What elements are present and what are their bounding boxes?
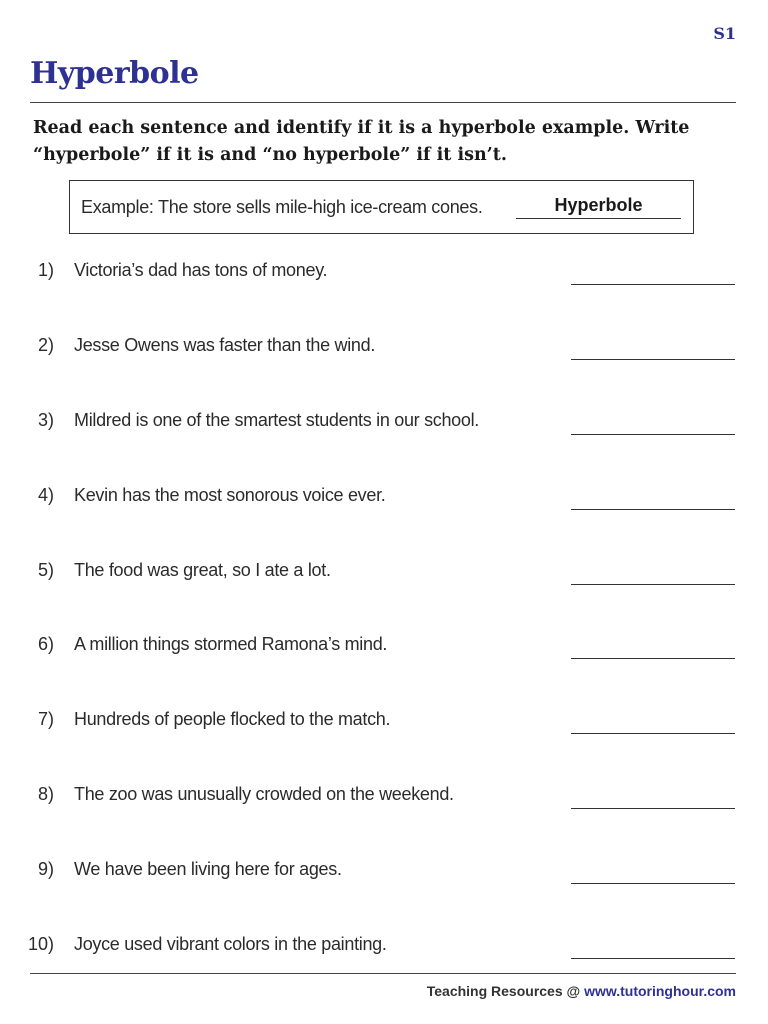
question-text: Jesse Owens was faster than the wind. [74,335,376,355]
instructions: Read each sentence and identify if it is a hyperbole example. Write “hyperbole” if it is and “no hyperbole” if it isn’t. [33,118,690,165]
question-item [0,485,768,515]
question-item [0,335,768,365]
question-number: 2) [37,335,54,355]
answer-line[interactable] [571,958,735,959]
question-number: 7) [37,709,54,729]
footer-label: Teaching Resources @ [426,983,585,999]
question-item [0,934,768,964]
worksheet-code: S1 [713,24,736,43]
question-text: A million things stormed Ramona’s mind. [74,634,388,654]
question-text: Joyce used vibrant colors in the painting. [74,934,387,954]
answer-line[interactable] [571,883,735,884]
answer-line[interactable] [571,434,735,435]
footer [427,983,736,999]
example-answer: Hyperbole [516,195,681,219]
question-text: We have been living here for ages. [74,859,342,879]
question-item [0,859,768,889]
question-text: Mildred is one of the smartest students in our school. [74,410,480,430]
question-item [0,560,768,590]
question-text: The food was great, so I ate a lot. [74,560,331,580]
question-number: 5) [37,560,54,580]
question-number: 4) [37,485,54,505]
answer-line[interactable] [571,509,735,510]
question-number: 9) [37,859,54,879]
question-item [0,784,768,814]
question-text: The zoo was unusually crowded on the weekend. [74,784,454,804]
question-item [0,634,768,664]
question-text: Hundreds of people flocked to the match. [74,709,391,729]
question-text: Victoria’s dad has tons of money. [74,260,328,280]
question-item [0,709,768,739]
bottom-divider [30,973,736,974]
answer-line[interactable] [571,359,735,360]
question-number: 10) [27,934,54,954]
page-title: Hyperbole [30,56,199,91]
question-number: 1) [37,260,54,280]
question-item [0,410,768,440]
question-number: 6) [37,634,54,654]
answer-line[interactable] [571,808,735,809]
example-sentence: Example: The store sells mile-high ice-cream cones. [81,197,483,217]
answer-line[interactable] [571,584,735,585]
question-number: 3) [37,410,54,430]
question-text: Kevin has the most sonorous voice ever. [74,485,386,505]
question-number: 8) [37,784,54,804]
answer-line[interactable] [571,733,735,734]
answer-line[interactable] [571,658,735,659]
question-item [0,260,768,290]
answer-line[interactable] [571,284,735,285]
footer-link[interactable]: www.tutoringhour.com [584,983,736,999]
